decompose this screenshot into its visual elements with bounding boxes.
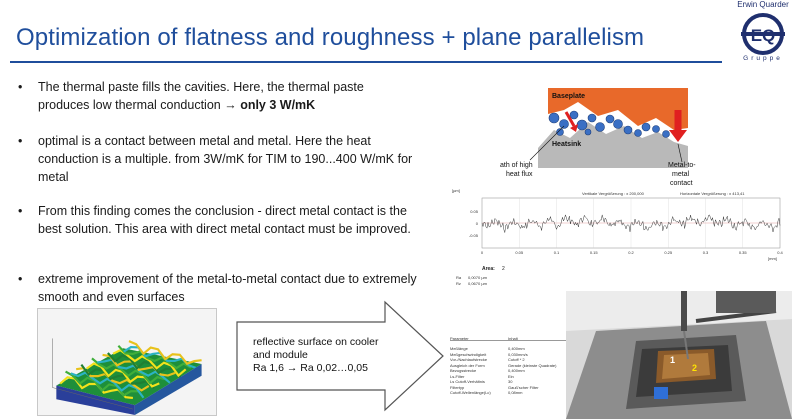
table-cell-key: Ausgleich der Form: [450, 362, 485, 368]
chart-vertical-mag: Vertikale Vergrößerung : x 200,000: [582, 191, 644, 196]
heat-flux-label: ath of high: [500, 162, 533, 169]
table-cell-value: Gerade (kleinste Quadrate): [508, 362, 557, 368]
baseplate-label: Baseplate: [552, 93, 586, 100]
table-row: [450, 374, 570, 379]
chart-horizontal-mag: Horizontale Vergrößerung : x 413,41: [680, 191, 745, 196]
bullet-text: From this finding comes the conclusion - direct metal contact is the best solution. This area with direct metal contact must be improved.: [38, 204, 411, 236]
y-tick-label: -0.05: [468, 233, 478, 238]
y-tick-label: 0: [475, 221, 478, 226]
page-title: Optimization of flatness and roughness + plane parallelism: [16, 24, 645, 51]
table-row: [450, 368, 570, 373]
x-tick-label: 0.4: [777, 250, 783, 255]
table-row: [450, 357, 570, 362]
x-tick-label: 0.3: [702, 250, 709, 255]
table-cell-value: 0,030mm/s: [508, 351, 528, 357]
x-tick-label: 0.15: [589, 250, 598, 255]
table-row: [450, 352, 570, 357]
company-logo: [733, 0, 793, 64]
table-row: [450, 379, 570, 384]
bullet-text: optimal is a contact between metal and metal. Here the heat conduction is a multiple. from 3W/mK for TIM to 190...400 W/mK for metal: [38, 134, 413, 184]
bullet-dot: •: [18, 80, 23, 94]
chart-y-unit: [µm]: [452, 188, 460, 193]
bullet-dot: •: [18, 134, 23, 148]
bullet-dot: •: [18, 204, 23, 218]
table-row: [450, 346, 570, 351]
x-tick-label: 0.1: [553, 250, 560, 255]
logo-group-label: Gruppe: [743, 55, 783, 62]
table-cell-key: Meßlänge: [450, 346, 468, 351]
metal-contact-label-3: contact: [670, 180, 693, 187]
table-cell-key: Ls-Filter: [450, 373, 465, 379]
table-cell-value: 0,400mm: [508, 368, 525, 373]
metal-contact-label: Metal-to-: [668, 162, 696, 169]
table-cell-key: Bezugsstrecke: [450, 368, 477, 373]
x-tick-label: 0.35: [738, 250, 747, 255]
bullet-text: The thermal paste fills the cavities. Here, the thermal paste produces low thermal conduction →: [38, 80, 364, 112]
photo-label-1: 1: [670, 355, 676, 365]
measurement-setup-photo: [566, 291, 792, 419]
x-tick-label: 0.05: [515, 250, 524, 255]
table-cell-key: Filtertyp: [450, 384, 465, 390]
measurement-parameter-table: [450, 336, 570, 416]
x-tick-label: 0.25: [664, 250, 673, 255]
chart-x-unit: [mm]: [768, 256, 777, 261]
area-value: 2: [502, 266, 505, 272]
arrow-caption-line: Ra 1,6 → Ra 0,02…0,05: [253, 362, 368, 374]
ra-label: Ra: [456, 275, 462, 280]
table-row: [450, 390, 570, 395]
logo-company-name: Erwin Quarder: [737, 0, 789, 9]
table-cell-key: Ls Cutoff-Verhältnis: [450, 379, 485, 384]
heat-flux-label-2: heat flux: [506, 171, 533, 178]
ra-value: 0,0070 µm: [468, 275, 487, 280]
title-underline: [10, 61, 722, 63]
heatsink-label: Heatsink: [552, 141, 582, 148]
table-cell-value: Cutoff * 2: [508, 357, 525, 362]
table-cell-value: 30: [508, 379, 513, 384]
table-cell-value: Ein: [508, 373, 514, 379]
logo-letters: EQ: [750, 26, 776, 45]
bullet-dot: •: [18, 272, 23, 286]
table-header-key: Parameter: [450, 336, 469, 341]
metal-contact-label-2: metal: [672, 171, 690, 178]
table-row: [450, 363, 570, 368]
rz-label: Rz: [456, 281, 461, 286]
table-cell-key: Meßgeschwindigkeit: [450, 351, 487, 357]
photo-label-2: 2: [692, 363, 698, 373]
bullet-emphasis: only 3 W/mK: [240, 98, 316, 112]
roughness-profile-chart: [450, 186, 790, 292]
bullet-text: extreme improvement of the metal-to-metal contact due to extremely smooth and even surfaces: [38, 272, 417, 304]
x-tick-label: 0: [480, 250, 484, 255]
thermal-interface-diagram: [478, 88, 698, 190]
surface-3d-plot: [37, 308, 217, 416]
table-header-value: Inhalt: [508, 336, 518, 341]
table-row: [450, 385, 570, 390]
table-cell-key: Vor-/Nachlaufstrecke: [450, 357, 488, 362]
table-cell-value: 0,08mm: [508, 390, 523, 395]
arrow-caption-line: and module: [253, 349, 308, 361]
table-cell-value: Gauß'scher Filter: [508, 384, 539, 390]
rz-value: 0,0670 µm: [468, 281, 487, 286]
x-tick-label: 0.2: [628, 250, 634, 255]
table-cell-key: Cutoff-Wellenlänge(Lc): [450, 390, 491, 395]
y-tick-label: 0.05: [470, 209, 478, 214]
arrow-caption-line: reflective surface on cooler: [253, 336, 379, 348]
table-header: [450, 336, 570, 341]
area-label: Area:: [482, 266, 495, 272]
table-cell-value: 0,400mm: [508, 346, 525, 351]
arrow-caption: [253, 336, 413, 375]
